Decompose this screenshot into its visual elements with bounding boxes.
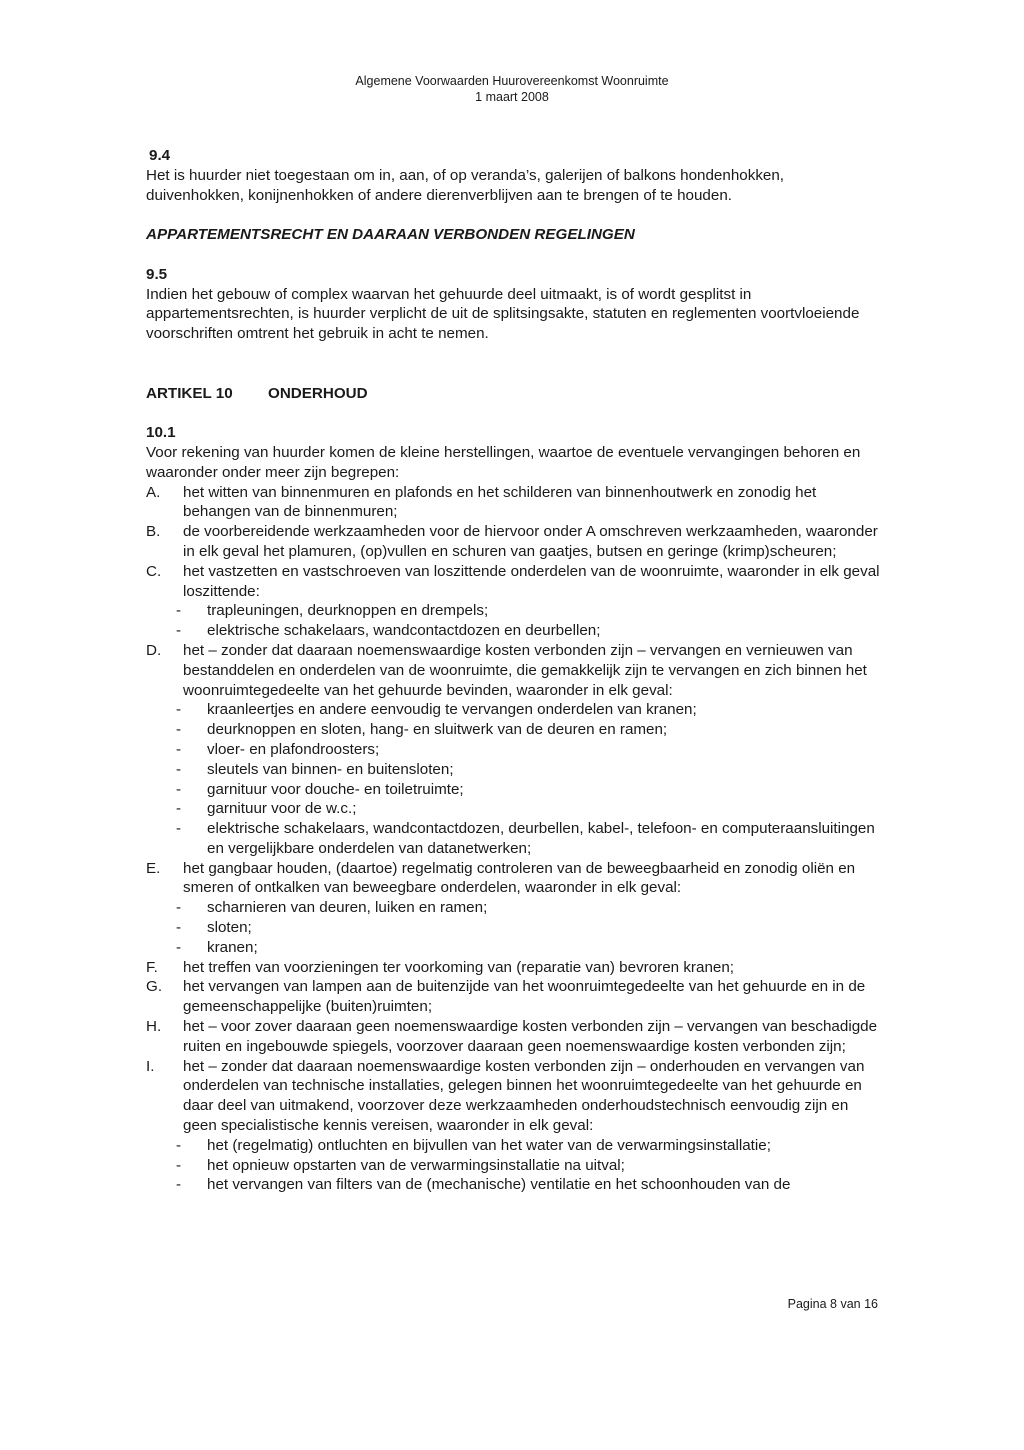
sub-list-item [146,621,881,641]
bullet-dash: - [176,800,182,818]
sub-list-item [146,898,881,918]
bullet-dash: - [176,899,182,917]
sub-list-item [146,601,881,621]
page-header [0,73,1024,105]
bullet-dash: - [176,1156,182,1174]
list-item-text: het – zonder dat daaraan noemenswaardige kosten verbonden zijn – onderhouden en vervangen van onderdelen van technische installaties, gelegen binnen het woonruimtegedeelte van het gehuurde en daar deel van uitmakend, voorzover deze werkzaamheden onderhoudstechnisch eenvoudig zijn en geen specialistische kennis vereisen, waaronder in elk geval: [183,1057,865,1135]
sub-list-item-text: het vervangen van filters van de (mechanische) ventilatie en het schoonhouden van de [207,1176,791,1194]
sub-list-item [146,760,881,780]
bullet-dash: - [176,1176,182,1194]
list-item [146,1057,881,1136]
sub-list-item-text: deurknoppen en sloten, hang- en sluitwerk van de deuren en ramen; [207,721,668,739]
bullet-dash: - [176,919,182,937]
sub-list-item [146,819,881,859]
section-number-9-5: 9.5 [146,265,168,283]
sub-list-item-text: trapleuningen, deurknoppen en drempels; [207,602,489,620]
bullet-dash: - [176,602,182,620]
header-date: 1 maart 2008 [475,90,549,104]
sub-list-item-text: kraanleertjes en andere eenvoudig te vervangen onderdelen van kranen; [207,701,697,719]
sub-list-item [146,1156,881,1176]
section-text-9-5: Indien het gebouw of complex waarvan het gehuurde deel uitmaakt, is of wordt gesplitst in appartementsrechten, is huurder verplicht de uit de splitsingsakte, statuten en reglementen voortvloeiende voorschriften omtrent het gebruik in acht te nemen. [146,285,860,343]
sub-list-item [146,938,881,958]
list-item-text: het vervangen van lampen aan de buitenzijde van het woonruimtegedeelte van het gehuurde en in de gemeenschappelijke (buiten)ruimten; [183,978,866,1016]
section-text-9-4: Het is huurder niet toegestaan om in, aan, of op veranda’s, galerijen of balkons hondenhokken, duivenhokken, konijnenhokken of andere dierenverblijven aan te brengen of te houden. [146,166,785,204]
sub-list-item [146,720,881,740]
list-item-text: het – voor zover daaraan geen noemenswaardige kosten verbonden zijn – vervangen van beschadigde ruiten en ingebouwde spiegels, voorzover daaraan geen noemenswaardige kosten verbonden zijn; [183,1018,878,1055]
sub-list-item-text: sloten; [207,919,252,937]
list-item [146,522,881,562]
sub-list-item [146,1175,881,1195]
article-number: ARTIKEL 10 [146,384,233,402]
list-item-text: het vastzetten en vastschroeven van loszittende onderdelen van de woonruimte, waaronder in elk geval loszittende: [183,562,880,600]
list-item-label: G. [146,978,163,996]
list-item-label: C. [146,562,162,580]
sub-list-item-text: het (regelmatig) ontluchten en bijvullen van het water van de verwarmingsinstallatie; [207,1136,771,1154]
list-item-text: het treffen van voorzieningen ter voorkoming van (reparatie van) bevroren kranen; [183,958,734,976]
sub-list-item [146,918,881,938]
list-item-label: B. [146,523,161,541]
list-item-label: A. [146,483,161,501]
document-body [146,146,881,1195]
section-intro-10-1: Voor rekening van huurder komen de kleine herstellingen, waartoe de eventuele vervangingen behoren en waaronder onder meer zijn begrepen: [146,443,861,481]
sub-list-item [146,1136,881,1156]
sub-list-item-text: het opnieuw opstarten van de verwarmingsinstallatie na uitval; [207,1156,625,1174]
sub-list-item-text: scharnieren van deuren, luiken en ramen; [207,899,488,917]
sub-list-item [146,700,881,720]
bullet-dash: - [176,622,182,640]
article-heading [146,384,881,404]
bullet-dash: - [176,740,182,758]
list-item [146,1017,881,1057]
sub-list-item-text: sleutels van binnen- en buitensloten; [207,760,454,778]
sub-list-item-text: elektrische schakelaars, wandcontactdozen, deurbellen, kabel-, telefoon- en computeraansluitingen en vergelijkbare onderdelen van datanetwerken; [207,820,875,857]
list-item-text: het gangbaar houden, (daartoe) regelmatig controleren van de beweegbaarheid en zonodig oliën en smeren of ontkalken van beweegbare onderdelen, waaronder in elk geval: [183,859,856,897]
bullet-dash: - [176,780,182,798]
sub-list-item [146,740,881,760]
list-item-text: de voorbereidende werkzaamheden voor de hiervoor onder A omschreven werkzaamheden, waaronder in elk geval het plamuren, (op)vullen en schuren van gaatjes, butsen en geringe (krimp)scheuren; [183,523,878,560]
list-item-text: het witten van binnenmuren en plafonds en het schilderen van binnenhoutwerk en zonodig het behangen van de binnenmuren; [183,483,817,521]
bullet-dash: - [176,701,182,719]
article-title: ONDERHOUD [268,384,368,402]
list-item [146,562,881,602]
bullet-dash: - [176,1136,182,1154]
list-item-label: E. [146,859,161,877]
list-item [146,977,881,1017]
item-list [146,483,881,1196]
list-item-label: D. [146,641,162,659]
list-item [146,641,881,700]
section-number-10-1: 10.1 [146,424,176,442]
list-item-text: het – zonder dat daaraan noemenswaardige kosten verbonden zijn – vervangen en vernieuwen van bestanddelen en onderdelen van de woonruimte, die gemakkelijk zijn te vervangen en zich binnen het woonruimtegedeelte van het gehuurde bevinden, waaronder in elk geval: [183,641,867,699]
sub-list-item-text: elektrische schakelaars, wandcontactdozen en deurbellen; [207,622,601,640]
bullet-dash: - [176,938,182,956]
sub-list-item [146,780,881,800]
sub-list-item-text: vloer- en plafondroosters; [207,740,380,758]
list-item-label: F. [146,958,158,976]
sub-list-item [146,799,881,819]
header-title: Algemene Voorwaarden Huurovereenkomst Woonruimte [355,74,669,88]
list-item [146,859,881,899]
page-number: Pagina 8 van 16 [787,1297,878,1311]
sub-list-item-text: kranen; [207,938,258,956]
list-item-label: H. [146,1018,162,1036]
list-item [146,958,881,978]
list-item-label: I. [146,1057,155,1075]
bullet-dash: - [176,820,182,838]
sub-list-item-text: garnituur voor douche- en toiletruimte; [207,780,464,798]
section-number-9-4: 9.4 [149,147,171,164]
bullet-dash: - [176,760,182,778]
section-heading-appartementsrecht: APPARTEMENTSRECHT EN DAARAAN VERBONDEN REGELINGEN [146,226,635,244]
bullet-dash: - [176,721,182,739]
sub-list-item-text: garnituur voor de w.c.; [207,800,357,818]
list-item [146,483,881,523]
